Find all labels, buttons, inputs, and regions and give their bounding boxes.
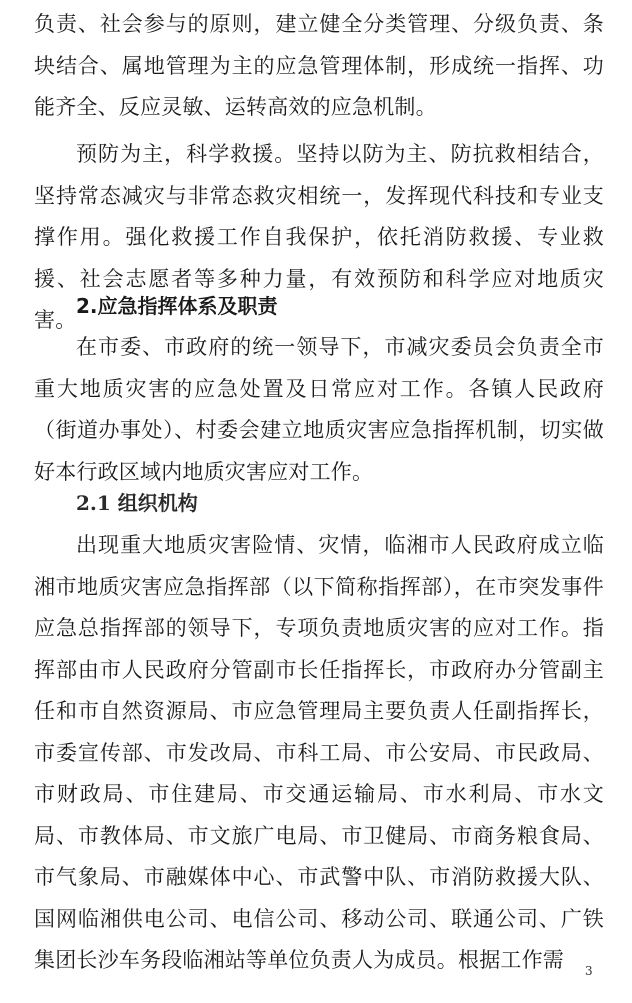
paragraph-command-system: 在市委、市政府的统一领导下，市减灾委员会负责全市重大地质灾害的应急处置及日常应对工作。各镇人民政府（街道办事处）、村委会建立地质灾害应急指挥机制，切实做好本行政区域内地质灾害应对工作。 — [34, 335, 604, 484]
document-page — [34, 0, 604, 1003]
paragraph-principles-continued: 负责、社会参与的原则，建立健全分类管理、分级负责、条块结合、属地管理为主的应急管理体制，形成统一指挥、功能齐全、反应灵敏、运转高效的应急机制。 — [34, 12, 604, 119]
subsection-heading-organization: 2.1 组织机构 — [76, 491, 198, 515]
paragraph-organization: 出现重大地质灾害险情、灾情，临湘市人民政府成立临湘市地质灾害应急指挥部（以下简称指挥部），在市突发事件应急总指挥部的领导下，专项负责地质灾害的应对工作。指挥部由市人民政府分管副市长任指挥长，市政府办分管副主任和市自然资源局、市应急管理局主要负责人任副指挥长，市委宣传部、市发改局、市科工局、市公安局、市民政局、市财政局、市住建局、市交通运输局、市水利局、市水文局、市教体局、市文旅广电局、市卫健局、市商务粮食局、市气象局、市融媒体中心、市武警中队、市消防救援大队、国网临湘供电公司、电信公司、移动公司、联通公司、广铁集团长沙车务段临湘站等单位负责人为成员。根据工作需 — [34, 533, 604, 972]
paragraph-prevention: 预防为主，科学救援。坚持以防为主、防抗救相结合，坚持常态减灾与非常态救灾相统一，发挥现代科技和专业支撑作用。强化救援工作自我保护，依托消防救援、专业救援、社会志愿者等多种力量，有效预防和科学应对地质灾害。 — [34, 142, 604, 332]
section-heading-command-system: 2.应急指挥体系及职责 — [76, 294, 278, 318]
page-number: 3 — [585, 964, 593, 978]
